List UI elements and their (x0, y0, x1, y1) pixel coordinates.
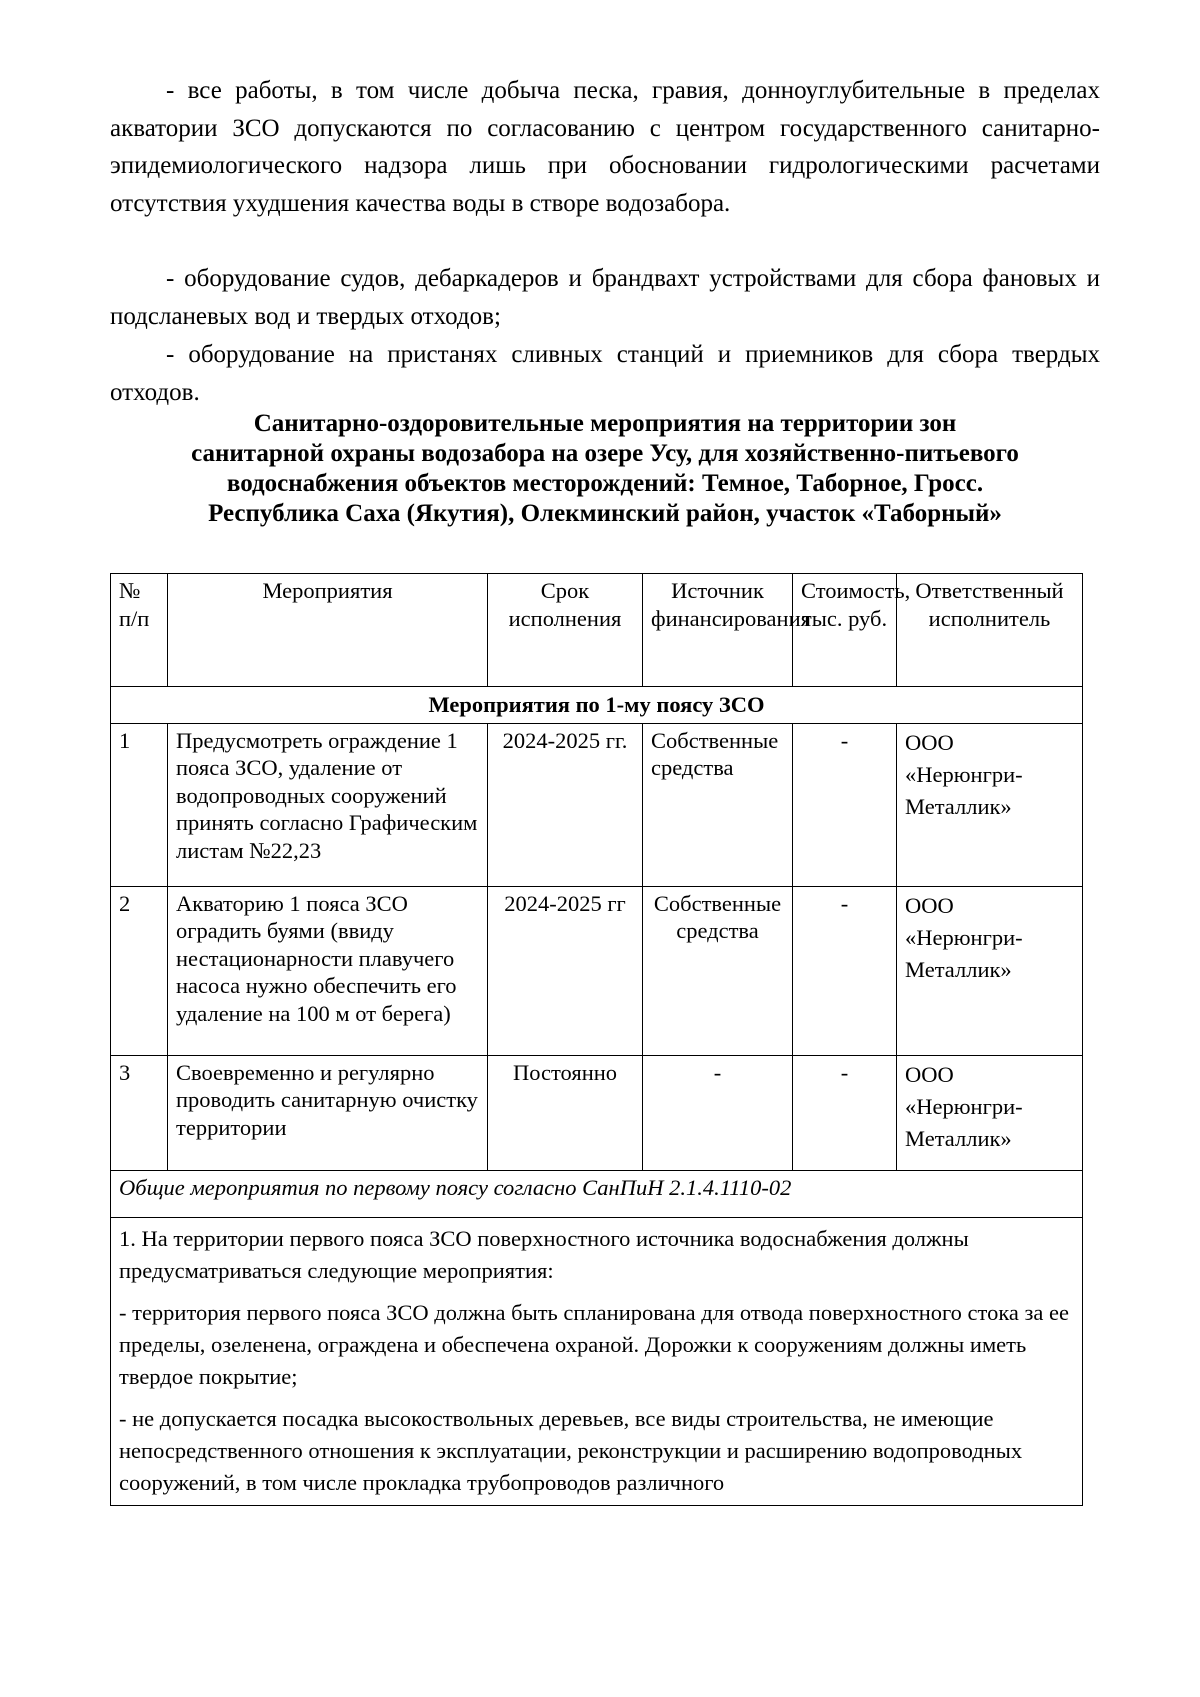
header-source: Источник финансирования (643, 574, 793, 687)
section-heading (110, 409, 1100, 529)
general-note: Общие мероприятия по первому поясу согласно СанПиН 2.1.4.1110-02 (111, 1170, 1083, 1217)
heading-line: санитарной охраны водозабора на озере Усу, для хозяйственно-питьевого (191, 440, 1019, 467)
cell-cost: - (793, 1055, 897, 1170)
paragraph-pier-equipment: - оборудование на пристанях сливных станций и приемников для сбора твердых отходов. (110, 341, 1100, 406)
paragraph-works-restriction: - все работы, в том числе добыча песка, гравия, донноуглубительные в пределах акватории ЗСО допускаются по согласованию с центром государственного санитарно-эпидемиологического надзора лишь при обосновании гидрологическими расчетами отсутствия ухудшения качества воды в створе водозабора. (110, 77, 1100, 217)
table-note-row (111, 1170, 1083, 1217)
header-cost: Стоимость, тыс. руб. (793, 574, 897, 687)
cell-source: Собственные средства (643, 886, 793, 1055)
table-row (111, 1055, 1083, 1170)
cell-measure: Акваторию 1 пояса ЗСО оградить буями (ввиду нестационарности плавучего насоса нужно обеспечить его удаление на 100 м от берега) (168, 886, 488, 1055)
header-responsible: Ответственный исполнитель (897, 574, 1083, 687)
heading-line: Санитарно-оздоровительные мероприятия на территории зон (253, 410, 957, 437)
section-title: Мероприятия по 1-му поясу ЗСО (111, 687, 1083, 724)
cell-num: 3 (111, 1055, 168, 1170)
table-body-row (111, 1217, 1083, 1505)
table-row (111, 886, 1083, 1055)
cell-responsible: ООО «Нерюнгри-Металлик» (897, 1055, 1083, 1170)
measures-table (110, 573, 1083, 1506)
cell-source: - (643, 1055, 793, 1170)
table-section-row (111, 687, 1083, 724)
table-row (111, 723, 1083, 886)
cell-cost: - (793, 886, 897, 1055)
general-item: - территория первого пояса ЗСО должна быть спланирована для отвода поверхностного стока за ее пределы, озеленена, ограждена и обеспечена охраной. Дорожки к сооружениям должны иметь твердое покрытие; (119, 1299, 1069, 1389)
header-measure: Мероприятия (168, 574, 488, 687)
cell-num: 1 (111, 723, 168, 886)
general-item: 1. На территории первого пояса ЗСО поверхностного источника водоснабжения должны предусматриваться следующие мероприятия: (119, 1225, 969, 1283)
heading-line: водоснабжения объектов месторождений: Темное, Таборное, Гросс. (226, 470, 984, 497)
cell-term: 2024-2025 гг (488, 886, 643, 1055)
cell-cost: - (793, 723, 897, 886)
heading-line: Республика Саха (Якутия), Олекминский район, участок «Таборный» (208, 500, 1002, 527)
cell-responsible: ООО «Нерюнгри-Металлик» (897, 886, 1083, 1055)
cell-source: Собственные средства (643, 723, 793, 886)
cell-term: Постоянно (488, 1055, 643, 1170)
cell-measure: Своевременно и регулярно проводить санитарную очистку территории (168, 1055, 488, 1170)
cell-term: 2024-2025 гг. (488, 723, 643, 886)
cell-measure: Предусмотреть ограждение 1 пояса ЗСО, удаление от водопроводных сооружений принять согласно Графическим листам №22,23 (168, 723, 488, 886)
cell-num: 2 (111, 886, 168, 1055)
header-num: № п/п (111, 574, 168, 687)
general-items-cell (111, 1217, 1083, 1505)
paragraph-ship-equipment: - оборудование судов, дебаркадеров и брандвахт устройствами для сбора фановых и подсланевых вод и твердых отходов; (110, 265, 1100, 330)
general-item: - не допускается посадка высокоствольных деревьев, все виды строительства, не имеющие непосредственного отношения к эксплуатации, реконструкции и расширению водопроводных сооружений, в том числе прокладка трубопроводов различного (119, 1405, 1023, 1495)
header-term: Срок исполнения (488, 574, 643, 687)
cell-responsible: ООО «Нерюнгри-Металлик» (897, 723, 1083, 886)
table-header-row (111, 574, 1083, 687)
